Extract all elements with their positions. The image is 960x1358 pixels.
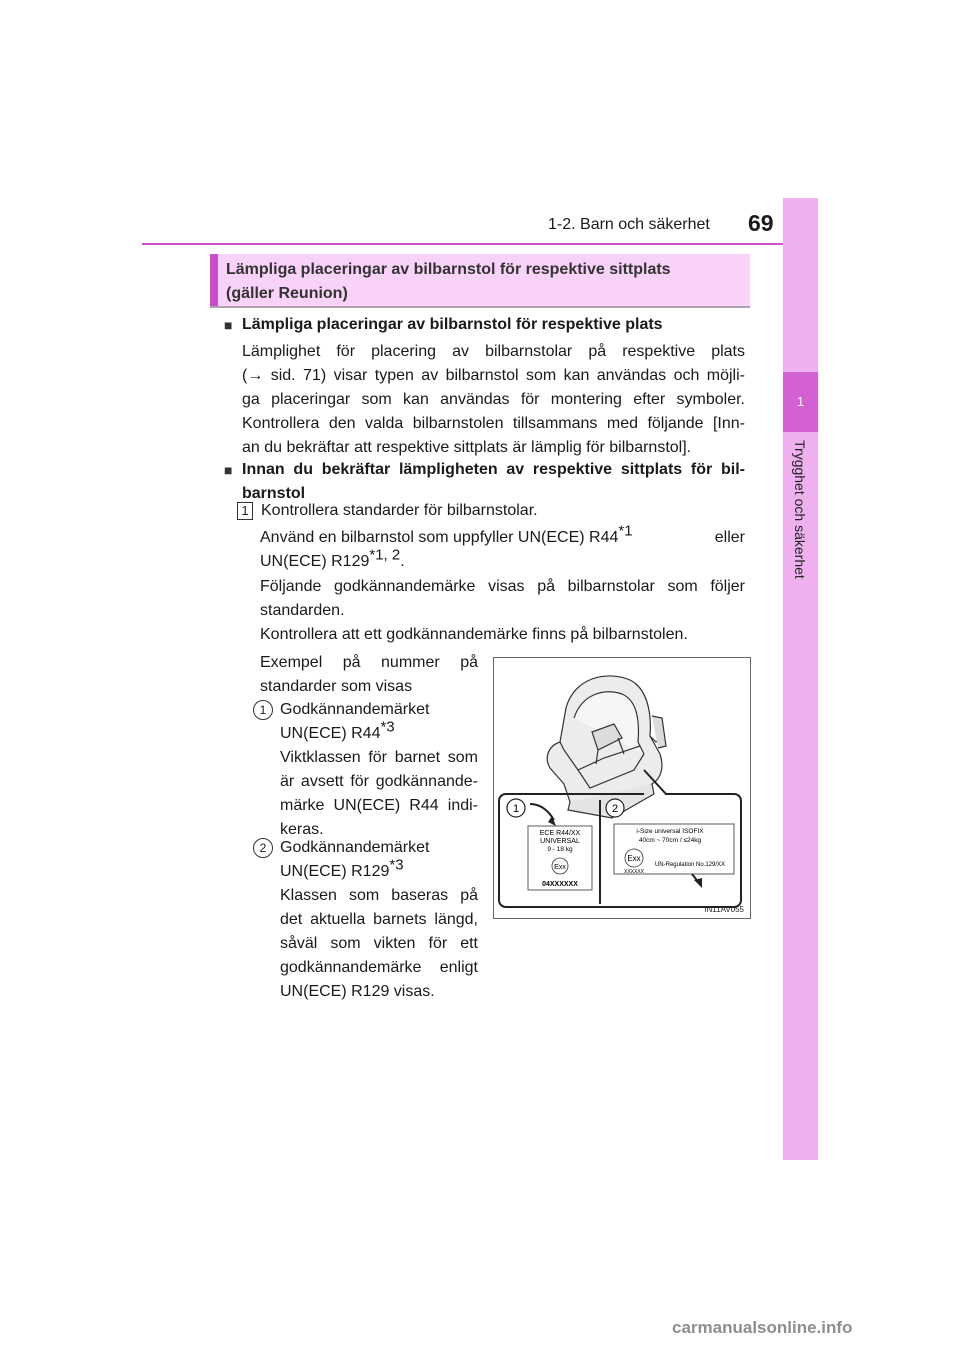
example-line-2: standarder som visas bbox=[260, 678, 413, 695]
section1-line-2: (→ sid. 71) visar typen av bilbarnstol som kan användas och möjli- bbox=[242, 367, 745, 384]
item1-title-2: UN(ECE) R44$^{*3}$ bbox=[280, 718, 395, 742]
section2-heading-line-2: barnstol bbox=[242, 485, 306, 502]
item1-line: märke UN(ECE) R44 indi- bbox=[280, 797, 478, 814]
section1-line-4: Kontrollera den valda bilbarnstolen tillsammans med följande [Inn- bbox=[242, 415, 745, 432]
section-header: 1-2. Barn och säkerhet bbox=[548, 216, 710, 233]
callout-number-1: 1 bbox=[253, 700, 273, 720]
item1-line: är avsett för godkännande- bbox=[280, 773, 478, 790]
callout-number-2: 2 bbox=[253, 838, 273, 858]
r129-label-line-2: 40cm ~ 70cm / ≤24kg bbox=[638, 837, 702, 844]
approval-line-2: standarden. bbox=[260, 602, 345, 619]
figure-id: IN11AV055 bbox=[704, 905, 744, 914]
figure-callout-2: 2 bbox=[611, 803, 619, 815]
square-bullet-icon: ■ bbox=[224, 317, 233, 333]
item1-title-1: Godkännandemärket bbox=[280, 701, 430, 718]
standards-period: . bbox=[400, 553, 405, 570]
r129-label-line-1: i-Size universal ISOFIX bbox=[636, 828, 704, 835]
standards-paragraph bbox=[260, 522, 745, 574]
item2-line: det aktuella barnets längd, bbox=[280, 911, 478, 928]
r44-code: 04XXXXXX bbox=[542, 881, 578, 888]
page-number: 69 bbox=[748, 210, 774, 236]
title-line-1: Lämpliga placeringar av bilbarnstol för respektive sittplats bbox=[226, 261, 671, 278]
step-number-box: 1 bbox=[237, 502, 253, 520]
watermark: carmanualsonline.info bbox=[672, 1318, 853, 1337]
title-line-2: (gäller Reunion) bbox=[226, 285, 348, 302]
standards-text-1: Använd en bilbarnstol som uppfyller UN(ECE) R44 bbox=[260, 529, 619, 546]
r129-code: XXXXXX bbox=[623, 869, 645, 875]
title-accent-bar bbox=[210, 254, 218, 306]
approval-line-1: Följande godkännandemärke visas på bilbarnstolar som följer bbox=[260, 578, 745, 595]
r129-e-mark: Exx bbox=[627, 854, 641, 863]
section1-heading: Lämpliga placeringar av bilbarnstol för respektive plats bbox=[242, 316, 663, 333]
item1-text bbox=[280, 698, 478, 842]
title-text bbox=[226, 258, 746, 306]
standards-line-2 bbox=[260, 546, 745, 574]
child-seat-figure bbox=[493, 657, 751, 919]
chapter-number: 1 bbox=[783, 372, 818, 432]
standards-text-eller: eller bbox=[714, 529, 745, 546]
child-seat-icon bbox=[547, 676, 666, 818]
r44-e-mark: Exx bbox=[554, 864, 566, 871]
footnote-ref: *1 bbox=[618, 522, 633, 540]
standards-line-1 bbox=[260, 522, 745, 550]
section1-line-3: ga placeringar som kan användas för montering efter symboler. bbox=[242, 391, 745, 408]
section2-heading-line-1: Innan du bekräftar lämpligheten av respektive sittplats för bil- bbox=[242, 461, 745, 478]
header-rule bbox=[142, 243, 818, 245]
item2-line: Klassen som baseras på bbox=[280, 887, 478, 904]
step-title: Kontrollera standarder för bilbarnstolar. bbox=[261, 502, 538, 519]
item2-text bbox=[280, 836, 478, 1004]
chapter-title: Trygghet och säkerhet bbox=[792, 440, 808, 579]
footnote-ref: *3 bbox=[389, 856, 404, 874]
item2-line: såväl som vikten för ett bbox=[280, 935, 478, 952]
r129-regulation: UN-Regulation No.129/XX bbox=[654, 862, 726, 868]
child-seat-illustration bbox=[494, 658, 750, 918]
example-paragraph bbox=[260, 651, 478, 699]
item2-line: godkännandemärke enligt bbox=[280, 959, 478, 976]
r44-label-line-2: UNIVERSAL bbox=[540, 838, 580, 845]
footnote-ref: *3 bbox=[380, 718, 395, 736]
section1-line-5: an du bekräftar att respektive sittplats är lämplig för bilbarnstol]. bbox=[242, 439, 692, 456]
chapter-title-vertical bbox=[783, 440, 818, 660]
item2-line: UN(ECE) R129 visas. bbox=[280, 983, 435, 1000]
square-bullet-icon: ■ bbox=[224, 462, 233, 478]
r44-label-line-3: 9 - 18 kg bbox=[547, 846, 573, 853]
section1-body bbox=[242, 340, 745, 460]
item1-line: Viktklassen för barnet som bbox=[280, 749, 478, 766]
approval-paragraph bbox=[260, 575, 745, 623]
example-line-1: Exempel på nummer på bbox=[260, 654, 478, 671]
footnote-ref: *1, 2 bbox=[369, 546, 401, 564]
section1-line-1: Lämplighet för placering av bilbarnstolar på respektive plats bbox=[242, 343, 745, 360]
figure-callout-1: 1 bbox=[512, 803, 520, 815]
item2-title-1: Godkännandemärket bbox=[280, 839, 430, 856]
check-paragraph: Kontrollera att ett godkännandemärke finns på bilbarnstolen. bbox=[260, 626, 688, 643]
chapter-side-tab bbox=[783, 198, 818, 1160]
item2-title-2: UN(ECE) R129$^{*3}$ bbox=[280, 856, 404, 880]
r44-label-line-1: ECE R44/XX bbox=[539, 830, 581, 837]
standards-text-2: UN(ECE) R129 bbox=[260, 553, 370, 570]
item1-line: keras. bbox=[280, 821, 324, 838]
